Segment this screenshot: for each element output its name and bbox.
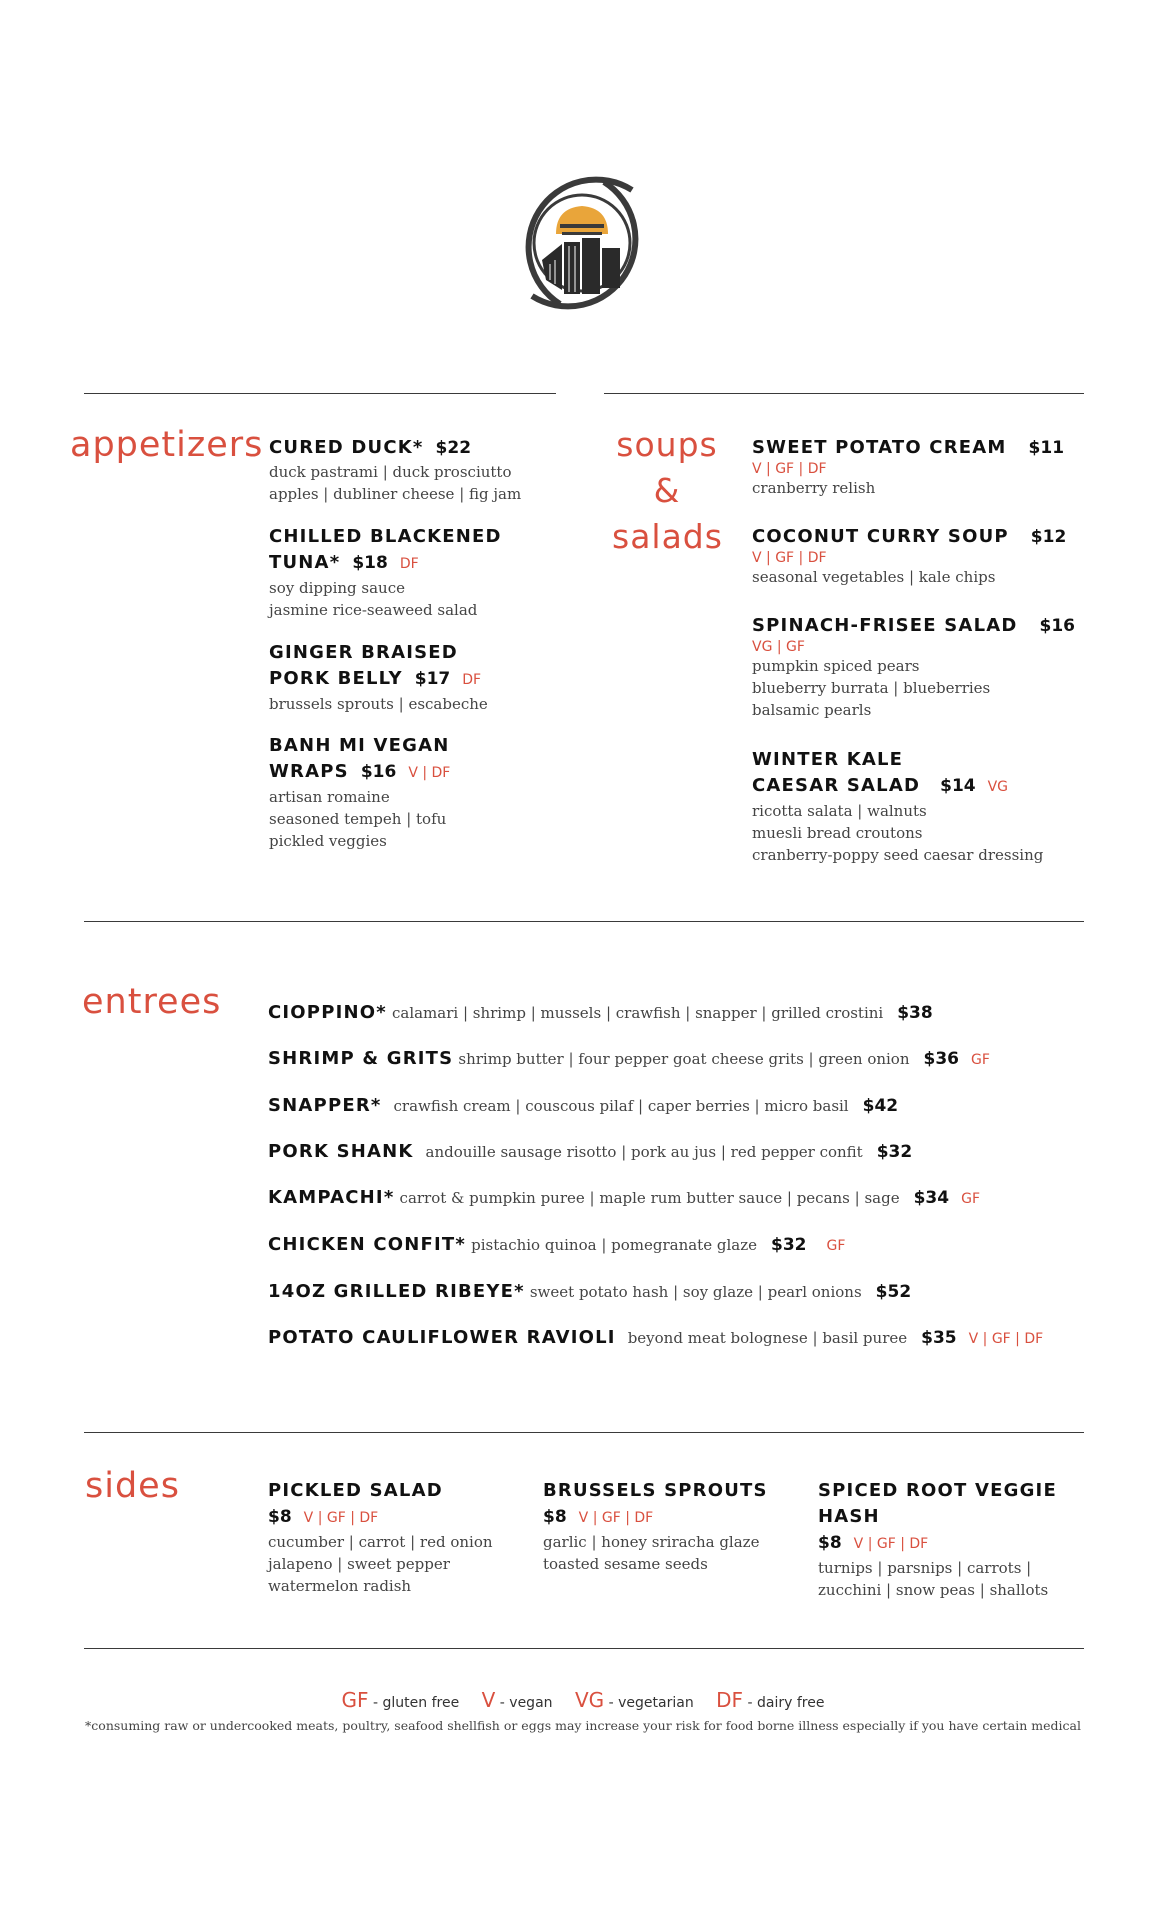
diet-tags: DF [462, 672, 482, 688]
entrees-heading: entrees [82, 982, 222, 1022]
item-description: beyond meat bolognese | basil puree [627, 1329, 908, 1347]
skyline-logo-icon [520, 168, 644, 318]
item-name: HASH [818, 1506, 880, 1527]
entree-row [268, 1183, 980, 1213]
item-price: $11 [1028, 438, 1065, 458]
legend-entry [481, 1688, 553, 1712]
legend-label: - vegetarian [604, 1695, 694, 1711]
item-name: SPINACH-FRISEE SALAD [752, 615, 1018, 636]
diet-tags: V | DF [408, 765, 451, 781]
item-description: ricotta salata | walnuts [752, 802, 927, 820]
item-name: CURED DUCK* [269, 437, 424, 458]
item-description: jasmine rice-seaweed salad [269, 601, 478, 619]
diet-tags: GF [971, 1052, 990, 1068]
item-description: artisan romaine [269, 788, 390, 806]
item-name: BANH MI VEGAN [269, 735, 450, 756]
legend-label: - vegan [495, 1695, 553, 1711]
item-description: blueberry burrata | blueberries [752, 679, 991, 697]
item-description: zucchini | snow peas | shallots [818, 1581, 1049, 1599]
appetizers-heading: appetizers [70, 425, 264, 465]
entree-row [268, 1323, 1043, 1353]
item-description: garlic | honey sriracha glaze [543, 1533, 760, 1551]
entree-row [268, 1091, 898, 1121]
item-price: $22 [435, 438, 472, 458]
item-description: balsamic pearls [752, 701, 872, 719]
menu-item [752, 435, 1082, 499]
item-price: $14 [940, 776, 976, 796]
menu-item [752, 613, 1082, 721]
item-description: muesli bread croutons [752, 824, 923, 842]
menu-item [269, 733, 569, 852]
heading-line: & [653, 471, 681, 510]
item-name: TUNA* [269, 552, 341, 573]
item-name: COCONUT CURRY SOUP [752, 526, 1009, 547]
item-description: duck pastrami | duck prosciutto [269, 463, 512, 481]
item-price: $17 [414, 669, 451, 689]
item-name: WRAPS [269, 761, 349, 782]
item-name: SPICED ROOT VEGGIE [818, 1480, 1057, 1501]
legend-label: - dairy free [743, 1695, 825, 1711]
diet-tags: V | GF | DF [578, 1510, 654, 1526]
menu-item [269, 524, 569, 621]
item-description: pistachio quinoa | pomegranate glaze [471, 1236, 757, 1254]
item-description: seasoned tempeh | tofu [269, 810, 447, 828]
item-description: brussels sprouts | escabeche [269, 695, 488, 713]
item-price: $18 [352, 553, 388, 573]
menu-item [752, 747, 1082, 866]
item-price: $12 [1030, 527, 1067, 547]
soups-salads-heading [612, 422, 722, 560]
item-name: CHICKEN CONFIT* [268, 1234, 467, 1255]
entree-row [268, 1277, 911, 1307]
item-name: BRUSSELS SPROUTS [543, 1480, 768, 1501]
item-description: seasonal vegetables | kale chips [752, 568, 996, 586]
item-description: sweet potato hash | soy glaze | pearl onions [529, 1283, 862, 1301]
menu-item [543, 1478, 803, 1575]
legend-entry [574, 1688, 694, 1712]
item-price: $8 [268, 1507, 292, 1527]
item-name: GINGER BRAISED [269, 642, 458, 663]
sides-heading: sides [85, 1466, 180, 1506]
item-description: calamari | shrimp | mussels | crawfish | snapper | grilled crostini [391, 1004, 884, 1022]
heading-line: salads [612, 517, 723, 556]
item-description: cranberry-poppy seed caesar dressing [752, 846, 1044, 864]
menu-item [752, 524, 1082, 588]
entree-row [268, 1230, 845, 1260]
diet-tags: DF [399, 556, 419, 572]
diet-legend [0, 1688, 1166, 1712]
item-name: PORK BELLY [269, 668, 403, 689]
legend-entry [716, 1688, 825, 1712]
item-price: $35 [921, 1328, 957, 1348]
menu-item [269, 435, 569, 505]
divider [84, 1432, 1084, 1433]
entree-row [268, 1137, 912, 1167]
item-name: CHILLED BLACKENED [269, 526, 502, 547]
item-description: cranberry relish [752, 479, 876, 497]
item-description: toasted sesame seeds [543, 1555, 708, 1573]
item-description: watermelon radish [268, 1577, 412, 1595]
item-description: cucumber | carrot | red onion [268, 1533, 493, 1551]
item-name: SHRIMP & GRITS [268, 1048, 454, 1069]
item-description: carrot & pumpkin puree | maple rum butter sauce | pecans | sage [399, 1189, 900, 1207]
divider [84, 1648, 1084, 1649]
diet-tags: V | GF | DF [853, 1536, 929, 1552]
item-name: KAMPACHI* [268, 1187, 395, 1208]
item-price: $8 [818, 1533, 842, 1553]
item-price: $16 [1039, 616, 1076, 636]
item-price: $34 [913, 1188, 950, 1208]
item-price: $32 [770, 1235, 807, 1255]
divider [604, 393, 1084, 394]
item-name: PICKLED SALAD [268, 1480, 443, 1501]
item-description: andouille sausage risotto | pork au jus | red pepper confit [425, 1143, 863, 1161]
logo [520, 168, 644, 318]
item-description: pumpkin spiced pears [752, 657, 920, 675]
diet-tags: GF [961, 1191, 980, 1207]
legend-key: VG [574, 1688, 605, 1712]
entree-row [268, 1044, 990, 1074]
disclaimer: *consuming raw or undercooked meats, poultry, seafood shellfish or eggs may increase your risk for food borne illness especially if you have certain medical [85, 1718, 1081, 1733]
item-description: soy dipping sauce [269, 579, 405, 597]
item-name: PORK SHANK [268, 1141, 414, 1162]
legend-key: DF [716, 1688, 744, 1712]
item-name: CAESAR SALAD [752, 775, 921, 796]
menu-item [269, 640, 569, 715]
diet-tags: V | GF | DF [752, 461, 827, 477]
entree-row [268, 998, 933, 1028]
diet-tags: VG | GF [752, 639, 805, 655]
item-description: shrimp butter | four pepper goat cheese grits | green onion [458, 1050, 910, 1068]
legend-key: V [481, 1688, 496, 1712]
menu-item [268, 1478, 528, 1597]
legend-key: GF [341, 1688, 369, 1712]
diet-tags: V | GF | DF [752, 550, 827, 566]
menu-item [818, 1478, 1084, 1601]
item-description: turnips | parsnips | carrots | [818, 1559, 1032, 1577]
item-name: WINTER KALE [752, 749, 904, 770]
item-name: POTATO CAULIFLOWER RAVIOLI [268, 1327, 616, 1348]
diet-tags: VG [987, 779, 1009, 795]
item-name: CIOPPINO* [268, 1002, 387, 1023]
divider [84, 921, 1084, 922]
legend-label: - gluten free [368, 1695, 460, 1711]
item-price: $8 [543, 1507, 567, 1527]
item-name: 14OZ GRILLED RIBEYE* [268, 1281, 525, 1302]
item-price: $42 [862, 1096, 899, 1116]
item-price: $38 [897, 1003, 933, 1023]
divider [84, 393, 556, 394]
diet-tags: GF [826, 1238, 846, 1254]
item-description: crawfish cream | couscous pilaf | caper berries | micro basil [393, 1097, 849, 1115]
diet-tags: V | GF | DF [968, 1331, 1044, 1347]
item-description: jalapeno | sweet pepper [268, 1555, 450, 1573]
item-price: $52 [875, 1282, 912, 1302]
item-price: $36 [923, 1049, 959, 1069]
heading-line: soups [616, 425, 718, 464]
legend-entry [341, 1688, 460, 1712]
item-description: apples | dubliner cheese | fig jam [269, 485, 522, 503]
item-price: $16 [360, 762, 397, 782]
item-description: pickled veggies [269, 832, 387, 850]
item-name: SNAPPER* [268, 1095, 382, 1116]
diet-tags: V | GF | DF [303, 1510, 379, 1526]
item-name: SWEET POTATO CREAM [752, 437, 1007, 458]
item-price: $32 [876, 1142, 913, 1162]
